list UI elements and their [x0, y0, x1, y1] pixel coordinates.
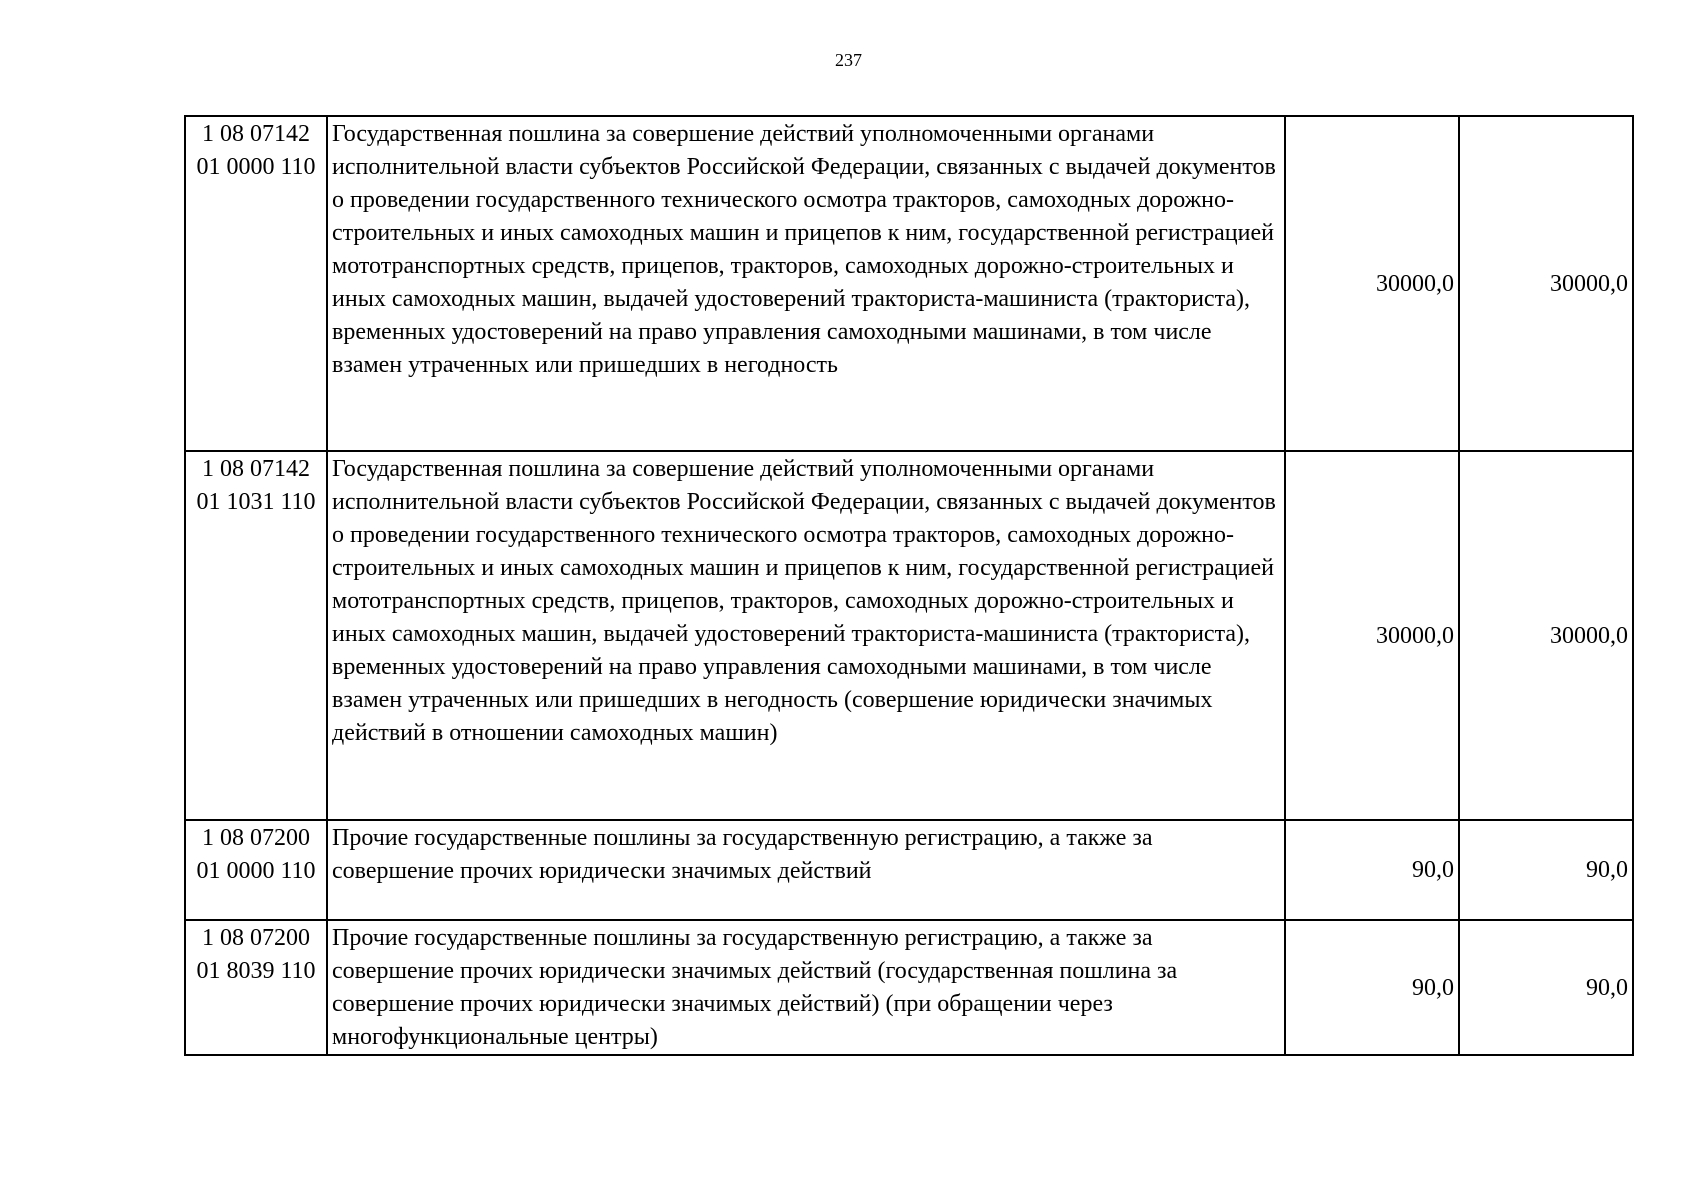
table-row: [185, 820, 1633, 920]
budget-code-line: 1 08 07142: [202, 456, 310, 482]
income-name-cell: Государственная пошлина за совершение действий уполномоченными органами исполнительной власти субъектов Российской Федерации, связанных с выдачей документов о проведении государственного технического осмотра тракторов, самоходных дорожно-строительных и иных самоходных машин и прицепов к ним, государственной регистрацией мототранспортных средств, прицепов, тракторов, самоходных дорожно-строительных и иных самоходных машин, выдачей удостоверений тракториста-машиниста (тракториста), временных удостоверений на право управления самоходными машинами, в том числе взамен утраченных или пришедших в негодность (совершение юридически значимых действий в отношении самоходных машин): [327, 451, 1285, 820]
budget-code-cell: [185, 116, 327, 451]
table-row: [185, 451, 1633, 820]
budget-code-line: 01 0000 110: [196, 154, 316, 180]
budget-table: [184, 115, 1634, 1056]
amount-cell-year2: 90,0: [1459, 920, 1633, 1055]
amount-cell-year1: 30000,0: [1285, 116, 1459, 451]
amount-cell-year2: 30000,0: [1459, 451, 1633, 820]
budget-code-line: 01 8039 110: [196, 958, 316, 984]
budget-code-line: 1 08 07200: [202, 925, 310, 951]
amount-cell-year2: 90,0: [1459, 820, 1633, 920]
budget-code-line: 01 0000 110: [196, 858, 316, 884]
budget-code-line: 1 08 07200: [202, 825, 310, 851]
budget-code-line: 01 1031 110: [196, 489, 316, 515]
amount-cell-year1: 30000,0: [1285, 451, 1459, 820]
budget-code-cell: [185, 451, 327, 820]
budget-code-cell: [185, 920, 327, 1055]
amount-cell-year1: 90,0: [1285, 820, 1459, 920]
table-row: [185, 116, 1633, 451]
budget-code-cell: [185, 820, 327, 920]
income-name-cell: Прочие государственные пошлины за государственную регистрацию, а также за совершение прочих юридически значимых действий: [327, 820, 1285, 920]
amount-cell-year1: 90,0: [1285, 920, 1459, 1055]
budget-code-line: 1 08 07142: [202, 121, 310, 147]
amount-cell-year2: 30000,0: [1459, 116, 1633, 451]
page-number: 237: [835, 50, 862, 70]
table-row: [185, 920, 1633, 1055]
income-name-cell: Прочие государственные пошлины за государственную регистрацию, а также за совершение прочих юридически значимых действий (государственная пошлина за совершение прочих юридически значимых действий) (при обращении через многофункциональные центры): [327, 920, 1285, 1055]
income-name-cell: Государственная пошлина за совершение действий уполномоченными органами исполнительной власти субъектов Российской Федерации, связанных с выдачей документов о проведении государственного технического осмотра тракторов, самоходных дорожно-строительных и иных самоходных машин и прицепов к ним, государственной регистрацией мототранспортных средств, прицепов, тракторов, самоходных дорожно-строительных и иных самоходных машин, выдачей удостоверений тракториста-машиниста (тракториста), временных удостоверений на право управления самоходными машинами, в том числе взамен утраченных или пришедших в негодность: [327, 116, 1285, 451]
